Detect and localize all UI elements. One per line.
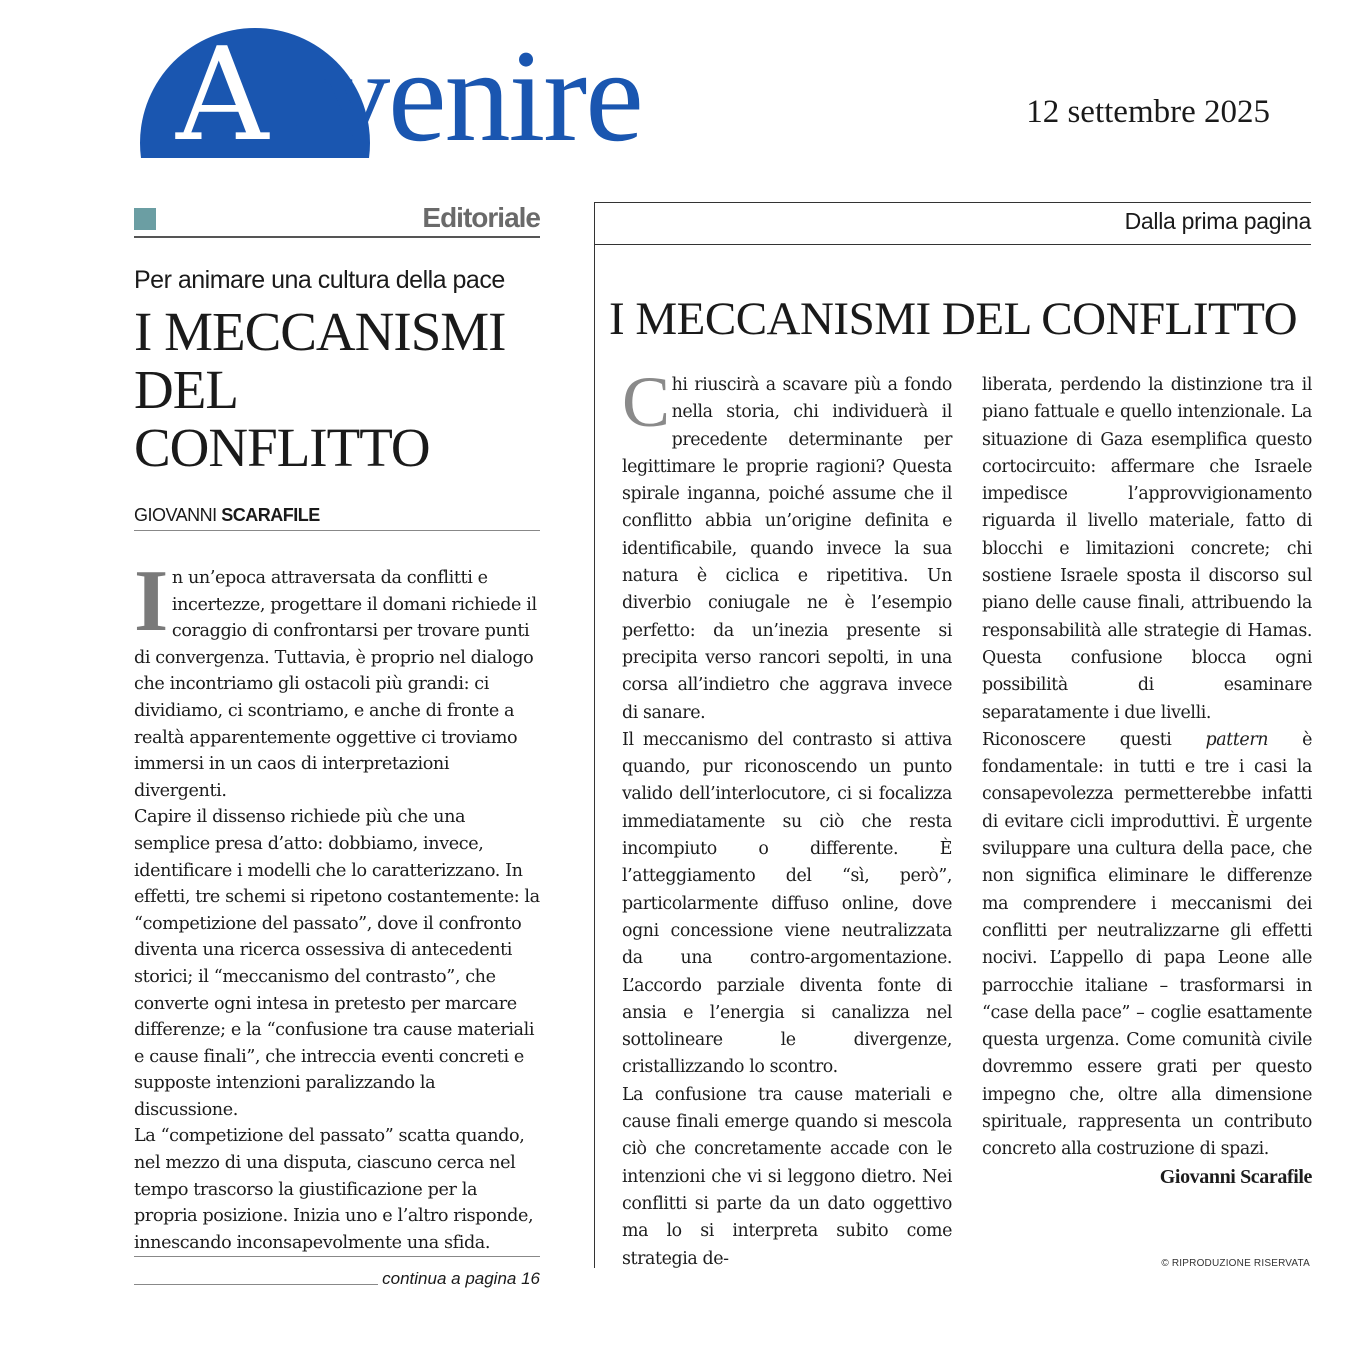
drop-cap: C bbox=[622, 362, 670, 442]
continuation-footer bbox=[134, 1256, 540, 1289]
article-column-2 bbox=[982, 372, 1312, 1191]
article-body bbox=[134, 553, 540, 1256]
byline-first-name: GIOVANNI bbox=[134, 505, 217, 525]
logo-initial: A bbox=[176, 21, 263, 170]
section-header bbox=[134, 204, 540, 238]
paragraph: La “competizione del passato” scatta quando, nel mezzo di una disputa, ciascuno cerca nel tempo trascorso la giustificazione per la propria posizione. Inizia uno e l’altro risponde, innescando inconsapevolmente una sfida. bbox=[134, 1126, 534, 1253]
paragraph: Il meccanismo del contrasto si attiva quando, pur riconoscendo un punto valido dell’interlocutore, ci si focalizza immediatamente su ciò che resta incompiuto o differente. È l’atteggiamento del “sì, però”, particolarmente diffuso online, dove ogni concessione viene neutralizzata da una contro-argomentazione. L’accordo parziale diventa fonte di ansia e l’energia si canalizza nel sottolineare le divergenze, cristallizzando lo scontro. bbox=[622, 729, 952, 1078]
divider bbox=[134, 1284, 378, 1285]
signature: Giovanni Scarafile bbox=[1159, 1165, 1312, 1188]
paragraph: Capire il dissenso richiede più che una semplice presa d’atto: dobbiamo, invece, identificare i modelli che lo caratterizzano. In effetti, tre schemi si ripetono costantemente: la “competizione del passato”, dove il confronto diventa una ricerca ossessiva di antecedenti storici; il “meccanismo del contrasto”, che converte ogni intesa in pretesto per marcare differenze; e la “confusione tra cause materiali e cause finali”, che intreccia eventi concreti e supposte intenzioni paralizzando la discussione. bbox=[134, 807, 540, 1120]
continue-link[interactable]: continua a pagina 16 bbox=[382, 1269, 540, 1288]
headline bbox=[134, 303, 540, 477]
byline-last-name: SCARAFILE bbox=[221, 505, 320, 525]
paragraph: Riconoscere questi pattern è fondamentale: in tutti e tre i casi la consapevolezza permetterebbe infatti di evitare cicli improduttivi. È urgente sviluppare una cultura della pace, che non significa eliminare le differenze ma comprendere i meccanismi dei conflitti per neutralizzarne gli effetti nocivi. L’appello di papa Leone alle parrocchie italiane – trasformarsi in “case della pace” – coglie esattamente questa urgenza. Come comunità civile dovremmo essere grati per questo impegno che, oltre alla dimensione spirituale, rappresenta un contributo concreto alla costruzione di spazi. bbox=[982, 729, 1312, 1160]
headline: I MECCANISMI DEL CONFLITTO bbox=[608, 293, 1298, 345]
paragraph: liberata, perdendo la distinzione tra il piano fattuale e quello intenzionale. La situazione di Gaza esemplifica questo cortocircuito: affermare che Israele impedisce l’approvvigionamento riguarda il livello materiale, fatto di blocchi e limitazioni concrete; chi sostiene Israele sposta il discorso sul piano delle cause finali, attribuendo la responsabilità alle strategie di Hamas. Questa confusione blocca ogni possibilità di esaminare separatamente i due livelli. bbox=[982, 375, 1312, 723]
section-label: Editoriale bbox=[422, 202, 540, 233]
headline-line: I MECCANISMI bbox=[134, 301, 506, 362]
drop-cap: I bbox=[134, 553, 168, 650]
publication-date: 12 settembre 2025 bbox=[1026, 94, 1270, 130]
kicker: Per animare una cultura della pace bbox=[134, 266, 505, 294]
logo-wordmark: vvenire bbox=[260, 22, 642, 169]
article-column-1 bbox=[622, 362, 952, 1273]
section-label: Dalla prima pagina bbox=[1124, 208, 1311, 234]
byline bbox=[134, 505, 540, 531]
italic-term: pattern bbox=[1205, 729, 1269, 750]
paragraph: La confusione tra cause materiali e cause finali emerge quando si mescola ciò che concretamente accade con le intenzioni che vi si leggono dietro. Nei conflitti si parte da un dato oggettivo ma lo si interpreta subito come strategia de- bbox=[622, 1084, 952, 1269]
editorial-column bbox=[134, 204, 540, 1256]
copyright-notice: © RIPRODUZIONE RISERVATA bbox=[1161, 1258, 1310, 1269]
divider bbox=[134, 1256, 540, 1257]
section-square-icon bbox=[134, 208, 156, 230]
paragraph: Chi riuscirà a scavare più a fondo nella storia, chi individuerà il precedente determinante per legittimare le proprie ragioni? Questa spirale inganna, poiché assume che il conflitto abbia un’origine definita e identificabile, quando invece la sua natura è ciclica e ripetitiva. Un diverbio coniugale ne è l’esempio perfetto: da un’inezia presente si precipita verso rancori sepolti, in una corsa all’indietro che aggrava invece di sanare. bbox=[622, 362, 952, 723]
masthead-logo bbox=[140, 21, 642, 170]
headline-line: DEL CONFLITTO bbox=[134, 359, 430, 478]
divider bbox=[595, 244, 1311, 245]
paragraph: In un’epoca attraversata da conflitti e incertezze, progettare il domani richiede il coraggio di confrontarsi per trovare punti di convergenza. Tuttavia, è proprio nel dialogo che incontriamo gli ostacoli più grandi: ci dividiamo, ci scontriamo, e anche di fronte a realtà apparentemente oggettive ci troviamo immersi in un caos di interpretazioni divergenti. bbox=[134, 553, 537, 801]
divider bbox=[595, 202, 1311, 203]
